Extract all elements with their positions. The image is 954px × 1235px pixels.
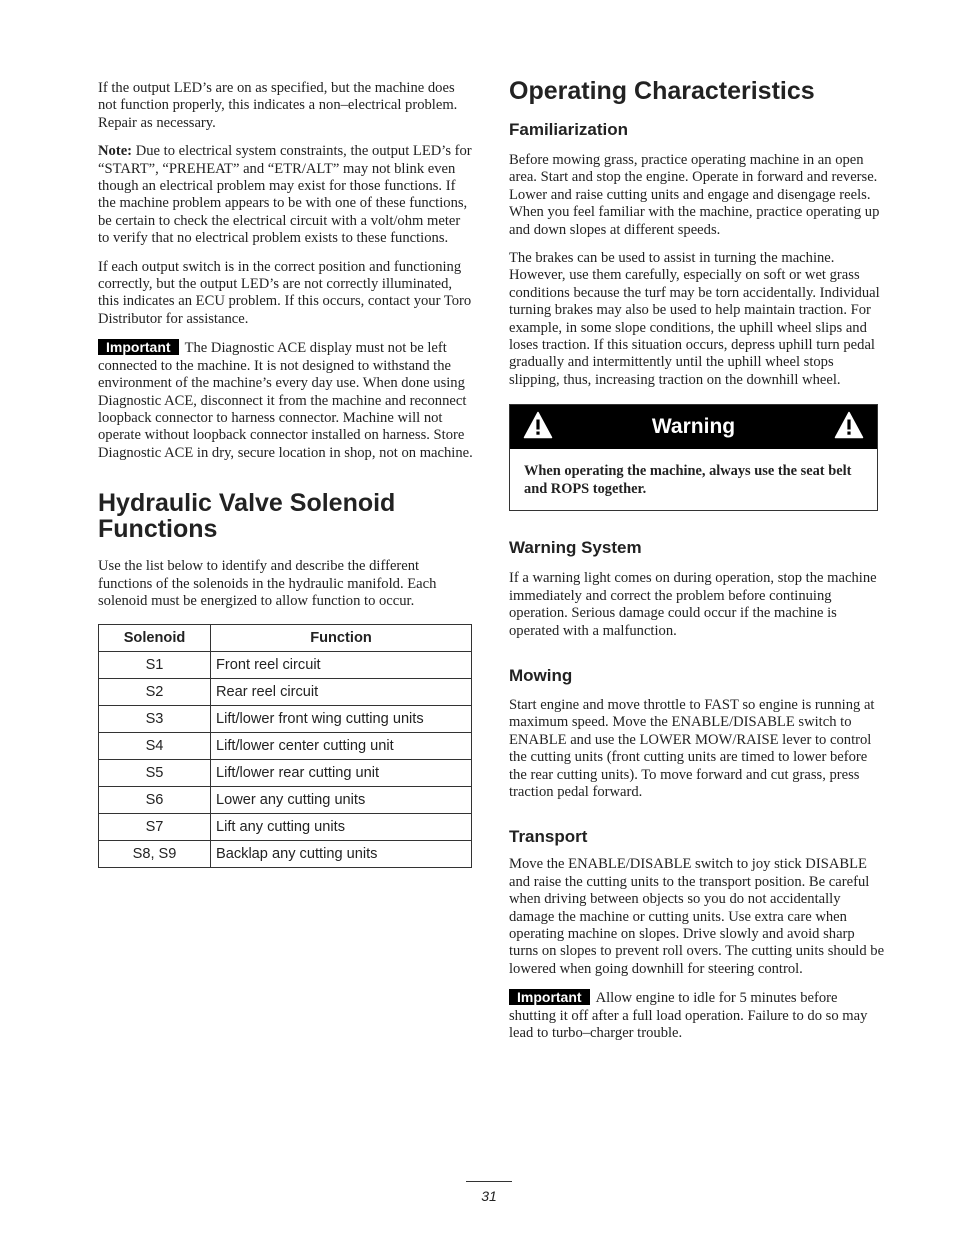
function-cell: Lift/lower front wing cutting units xyxy=(211,706,472,733)
operating-heading: Operating Characteristics xyxy=(509,77,815,105)
solenoid-cell: S2 xyxy=(99,679,211,706)
header-solenoid: Solenoid xyxy=(99,625,211,652)
mowing-heading: Mowing xyxy=(509,665,573,685)
important-text: The Diagnostic ACE display must not be left connected to the machine. It is not designed to withstand the environment of the machine’s every day use. When done using Diagnostic ACE, disconnect it from the machine and reconnect loopback connector to harness connector. Machine will not operate without loopback connector installed on harness. Store Diagnostic ACE in dry, secure location in shop, not on machine. xyxy=(98,340,473,461)
hydraulic-intro: Use the list below to identify and describe the different functions of the solenoids in the hydraulic manifold. Each solenoid must be energized to allow function to occur. xyxy=(98,558,437,609)
table-row xyxy=(99,652,472,679)
solenoid-cell: S3 xyxy=(99,706,211,733)
page-number: 31 xyxy=(481,1188,497,1204)
transport-heading: Transport xyxy=(509,827,588,847)
solenoid-cell: S5 xyxy=(99,760,211,787)
footer-rule xyxy=(466,1181,512,1182)
warning-system-paragraph: If a warning light comes on during operation, stop the machine immediately and correct the problem before continuing operation. Serious damage could occur if the machine is operated with a malfunction. xyxy=(509,570,877,639)
note-text: Due to electrical system constraints, the output LED’s for “START”, “PREHEAT” and “ETR/ALT” may not blink even though an electrical problem may exist for those functions. If the machine problem appears to be with one of these functions, be certain to check the electrical circuit with a volt/ohm meter to verify that no electrical problem exists to these functions. xyxy=(98,143,472,247)
familiarization-paragraph-2: The brakes can be used to assist in turning the machine. However, use them carefully, especially on soft or wet grass conditions because the turf may be torn accidentally. Individual turning brakes may also be used to help maintain traction. For example, in some slope conditions, the uphill wheel slips and loses traction. If this situation occurs, depress uphill turn pedal gradually and intermittently until the uphill wheel stops slipping, thus, increasing traction on the downhill wheel. xyxy=(509,250,880,388)
function-cell: Backlap any cutting units xyxy=(211,841,472,868)
left-column xyxy=(98,80,474,868)
table-row xyxy=(99,787,472,814)
warning-box xyxy=(509,404,878,511)
paragraph-ecu-problem: If each output switch is in the correct position and functioning correctly, but the output LED’s are not correctly illuminated, this indicates an ECU problem. If this occurs, contact your Toro Distributor for assistance. xyxy=(98,258,472,327)
solenoid-cell: S7 xyxy=(99,814,211,841)
important-badge: Important xyxy=(98,339,179,355)
function-cell: Lift/lower center cutting unit xyxy=(211,733,472,760)
hydraulic-heading: Hydraulic Valve Solenoid Functions xyxy=(98,489,396,544)
table-header-row xyxy=(99,625,472,652)
important-badge: Important xyxy=(509,989,590,1005)
warning-header xyxy=(510,405,877,449)
familiarization-paragraph-1: Before mowing grass, practice operating machine in an open area. Start and stop the engine. Operate in forward and reverse. Lower and raise cutting units and engage and disengage reels. When you feel familiar with the machine, practice operating up and down slopes at different speeds. xyxy=(509,152,880,238)
solenoid-table xyxy=(98,624,472,868)
table-row xyxy=(99,841,472,868)
solenoid-cell: S4 xyxy=(99,733,211,760)
solenoid-cell: S1 xyxy=(99,652,211,679)
table-row xyxy=(99,706,472,733)
warning-triangle-icon xyxy=(834,411,864,439)
function-cell: Rear reel circuit xyxy=(211,679,472,706)
warning-title: Warning xyxy=(651,415,736,439)
table-row xyxy=(99,760,472,787)
important-paragraph-ace xyxy=(98,339,474,462)
right-column xyxy=(509,78,885,1042)
solenoid-cell: S8, S9 xyxy=(99,841,211,868)
familiarization-heading: Familiarization xyxy=(509,120,629,139)
table-row xyxy=(99,814,472,841)
transport-paragraph: Move the ENABLE/DISABLE switch to joy stick DISABLE and raise the cutting units to the transport position. Be careful when driving between objects so you do not accidentally damage the machine or cutting units. Use extra care when operating machine on slopes. Drive slowly and avoid sharp turns on slopes to prevent roll overs. The cutting units should be lowered when going downhill for steering control. xyxy=(509,856,885,977)
solenoid-cell: S6 xyxy=(99,787,211,814)
function-cell: Lower any cutting units xyxy=(211,787,472,814)
table-row xyxy=(99,679,472,706)
header-function: Function xyxy=(211,625,472,652)
warning-text: When operating the machine, always use the seat belt and ROPS together. xyxy=(524,463,852,498)
function-cell: Lift/lower rear cutting unit xyxy=(211,760,472,787)
important-text: Allow engine to idle for 5 minutes before shutting it off after a full load operation. Failure to do so may lead to turbo–charger trouble. xyxy=(509,990,868,1041)
warning-system-heading: Warning System xyxy=(509,538,642,558)
function-cell: Front reel circuit xyxy=(211,652,472,679)
important-paragraph-engine xyxy=(509,989,885,1042)
mowing-paragraph: Start engine and move throttle to FAST so engine is running at maximum speed. Move the ENABLE/DISABLE switch to ENABLE and use the LOWER MOW/RAISE lever to control the cutting units (front cutting units are timed to lower before the rear cutting units). To move forward and cut grass, press traction pedal forward. xyxy=(509,696,875,800)
function-cell: Lift any cutting units xyxy=(211,814,472,841)
table-row xyxy=(99,733,472,760)
note-label: Note: xyxy=(98,143,133,160)
note-paragraph xyxy=(98,143,474,247)
paragraph-led-output: If the output LED’s are on as specified, but the machine does not function properly, this indicates a non–electrical problem. Repair as necessary. xyxy=(98,80,458,131)
